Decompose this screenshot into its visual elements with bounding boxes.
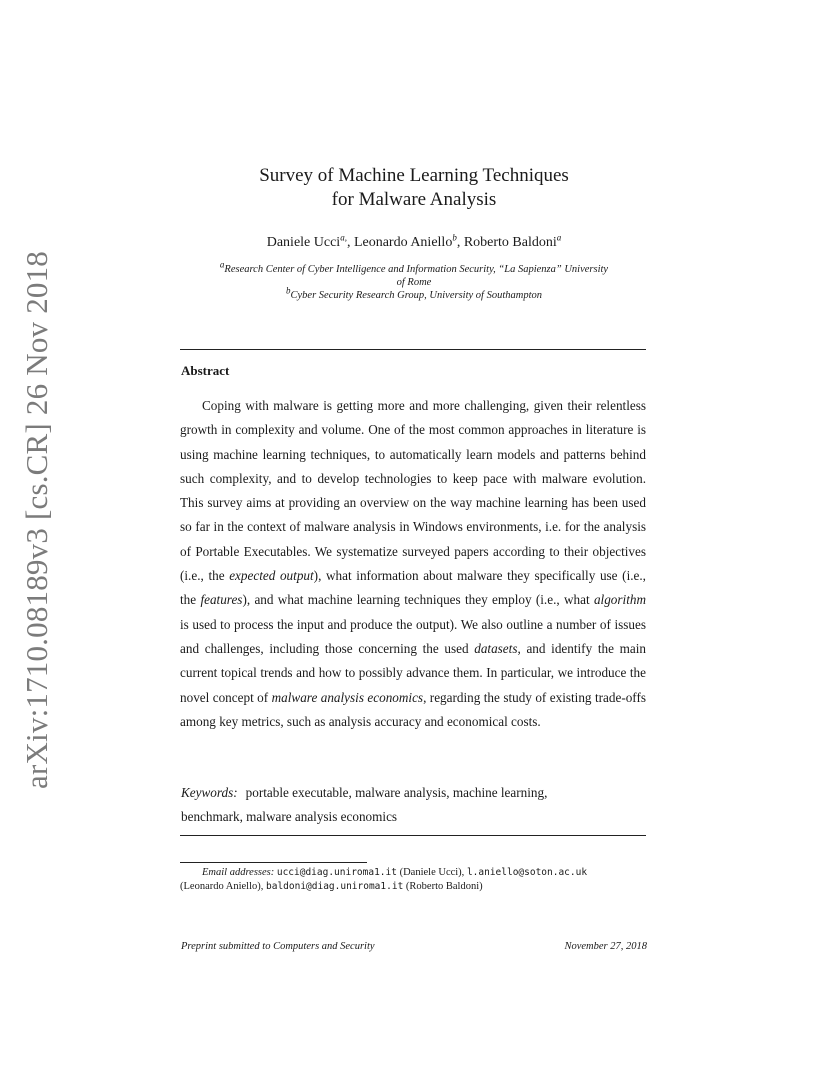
- affiliation-b: [180, 285, 648, 302]
- author-name: Leonardo Aniello: [353, 235, 453, 250]
- affiliation-a-line-2: of Rome: [396, 277, 432, 288]
- arxiv-identifier: [14, 250, 60, 790]
- email-owner: (Roberto Baldoni): [405, 881, 483, 892]
- affiliation-a-line-1: Research Center of Cyber Intelligence and Information Security, “La Sapienza” University: [224, 264, 609, 275]
- abstract-body: [180, 394, 646, 734]
- preprint-date: November 27, 2018: [564, 941, 647, 952]
- email-owner: (Daniele Ucci),: [399, 867, 465, 878]
- keywords: [181, 781, 641, 829]
- paper-title: [180, 164, 648, 212]
- abstract-text: ), and what machine learning techniques they employ (i.e., what: [242, 592, 594, 608]
- author-mark: a: [556, 232, 562, 243]
- arxiv-id-text: arXiv:1710.08189v3 [cs.CR] 26 Nov 2018: [19, 250, 55, 790]
- email-owner: (Leonardo Aniello),: [180, 881, 264, 892]
- abstract-text: is used to process the input and produce the output). We also outline a number of issues and challenges, including those concerning the used: [180, 616, 646, 656]
- abstract-heading: Abstract: [181, 363, 230, 378]
- affiliations: [180, 259, 648, 302]
- footnote-rule: [180, 862, 367, 863]
- author-mark: b: [452, 232, 457, 243]
- footnote-label: Email addresses:: [202, 867, 275, 878]
- abstract-emphasis: features: [200, 592, 243, 608]
- affiliation-a: [180, 259, 648, 276]
- affiliation-mark: a: [219, 259, 225, 270]
- keywords-line-2: benchmark, malware analysis economics: [181, 809, 398, 824]
- author-name: Daniele Ucci: [266, 235, 341, 250]
- abstract-bottom-rule: [180, 835, 646, 836]
- abstract-emphasis: expected output: [229, 568, 314, 584]
- email-link[interactable]: l.aniello@soton.ac.uk: [466, 867, 588, 878]
- title-line-1: Survey of Machine Learning Techniques: [259, 165, 569, 186]
- abstract-text: ), what information about malware they specifically use (i.e., the: [180, 568, 646, 608]
- author-mark: a,: [340, 232, 347, 243]
- abstract-text: , and identify the main current topical trends and how to possibly advance them. In particular, we introduce the novel concept of: [180, 640, 646, 705]
- abstract-emphasis: malware analysis economics: [271, 689, 424, 705]
- abstract-text: , regarding the study of existing trade-offs among key metrics, such as analysis accuracy and economical costs.: [180, 689, 646, 729]
- abstract-emphasis: datasets: [474, 640, 518, 656]
- email-link[interactable]: ucci@diag.uniroma1.it: [276, 867, 397, 878]
- title-line-2: for Malware Analysis: [331, 189, 497, 210]
- abstract-text: Coping with malware is getting more and more challenging, given their relentless growth in complexity and volume. One of the most common approaches in literature is using machine learning techniques, to automatically learn models and patterns behind such complexity, and to develop technologies to keep pace with malware evolution. This survey aims at providing an overview on the way machine learning has been used so far in the context of malware analysis in Windows environments, i.e. for the analysis of Portable Executables. We systematize surveyed papers according to their objectives (i.e., the: [180, 398, 646, 584]
- author-list: Daniele Ucci$^{a,}$, Leonardo Aniello$^b$, Roberto Baldoni$^a$: [266, 232, 562, 250]
- affiliation-mark: b: [286, 285, 291, 296]
- email-footnote: [180, 866, 650, 894]
- affiliation-b-line: Cyber Security Research Group, University of Southampton: [290, 290, 542, 301]
- author-name: Roberto Baldoni: [463, 235, 557, 250]
- keywords-label: Keywords:: [181, 785, 238, 800]
- abstract-emphasis: algorithm: [593, 592, 646, 608]
- email-link[interactable]: baldoni@diag.uniroma1.it: [266, 881, 404, 892]
- preprint-note: Preprint submitted to Computers and Security: [181, 941, 375, 952]
- keywords-line-1: portable executable, malware analysis, machine learning,: [245, 785, 548, 800]
- abstract-top-rule: [180, 349, 646, 350]
